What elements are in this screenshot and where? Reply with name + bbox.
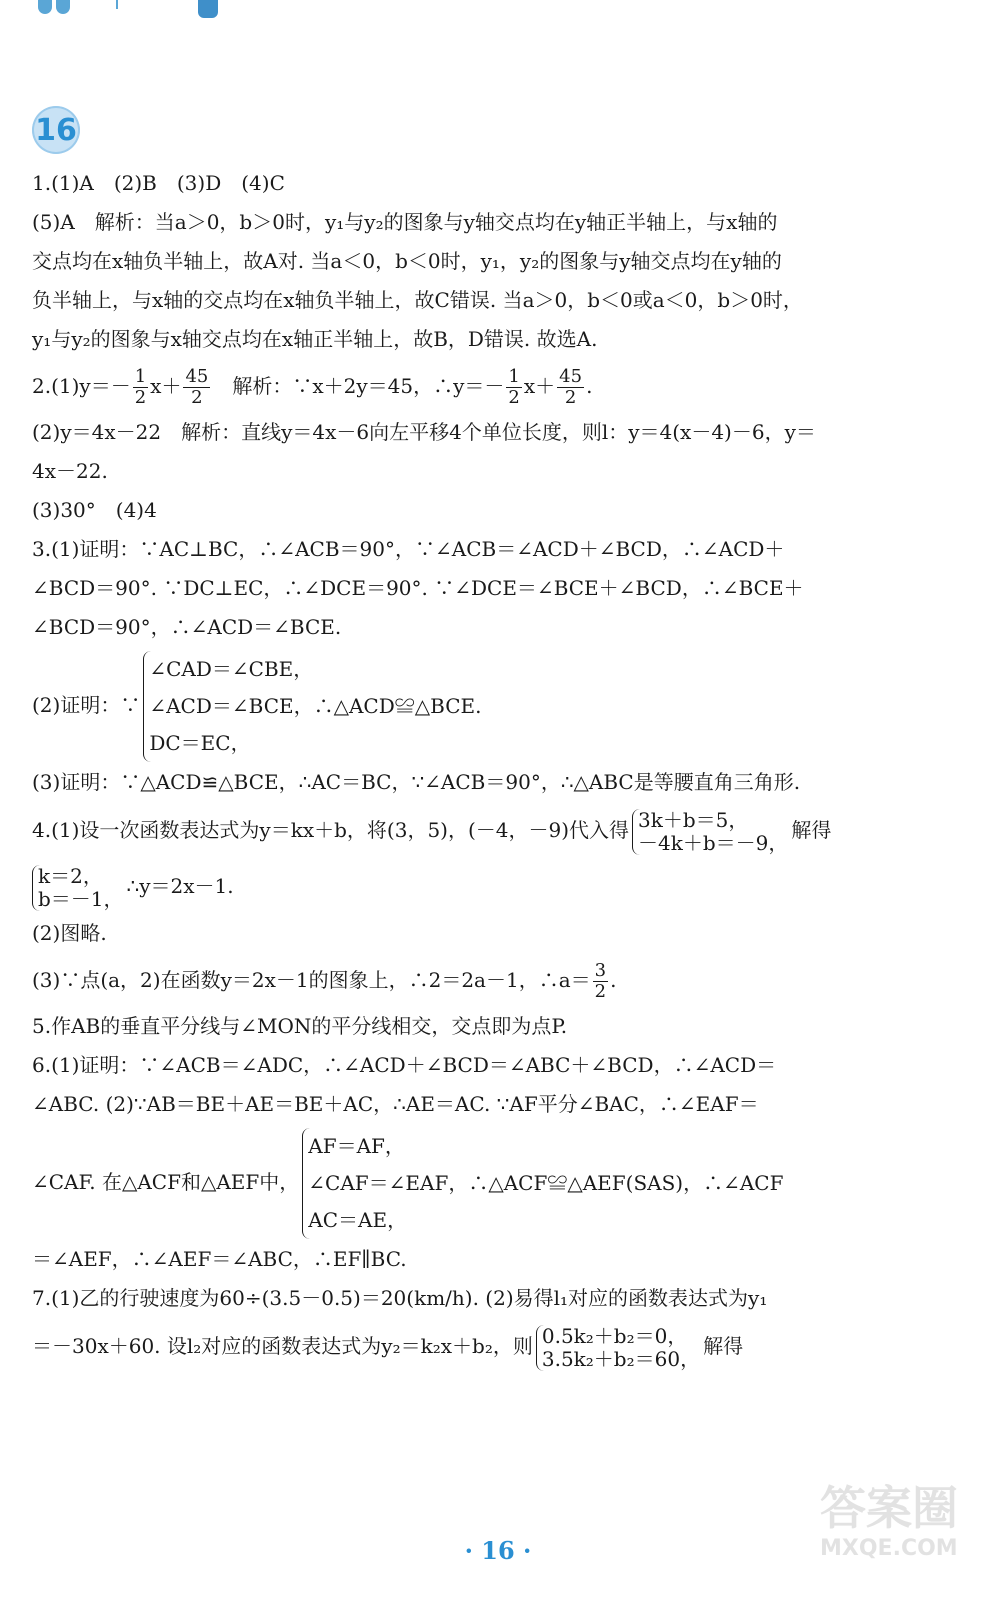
answer-line bbox=[32, 1124, 952, 1240]
fraction bbox=[593, 961, 608, 1002]
fraction-denominator: 2 bbox=[191, 387, 203, 408]
text-fragment: 解得 bbox=[791, 818, 832, 842]
text-fragment: x＋ bbox=[150, 374, 182, 398]
answer-text bbox=[32, 164, 952, 1374]
equation-system bbox=[632, 809, 788, 855]
answer-line: 7.(1)乙的行驶速度为60÷(3.5－0.5)＝20(km/h). (2)易得l₁对应的函数表达式为y₁ bbox=[32, 1286, 768, 1310]
text-fragment: 解析：∵x＋2y＝45，∴y＝－ bbox=[212, 374, 505, 398]
page-header-decoration bbox=[38, 0, 238, 22]
text-fragment: x＋ bbox=[523, 374, 556, 398]
answer-line bbox=[32, 363, 952, 409]
answer-line: (5)A 解析：当a＞0，b＞0时，y₁与y₂的图象与y轴交点均在y轴正半轴上，与x轴的 bbox=[32, 210, 778, 234]
system-row: 0.5k₂＋b₂＝0， bbox=[541, 1323, 688, 1348]
text-fragment: . bbox=[610, 968, 617, 992]
section-number-badge: 16 bbox=[32, 106, 80, 154]
fraction-denominator: 2 bbox=[594, 981, 607, 1002]
fraction-denominator: 2 bbox=[564, 387, 577, 408]
answer-line: 4x－22. bbox=[32, 459, 108, 483]
fraction-numerator: 3 bbox=[594, 960, 607, 981]
system-row: k＝2， bbox=[38, 863, 103, 888]
fraction bbox=[506, 367, 521, 408]
system-row: DC＝EC， bbox=[149, 731, 251, 755]
answer-line: 6.(1)证明：∵∠ACB＝∠ADC，∴∠ACD＋∠BCD＝∠ABC＋∠BCD，∴∠ACD＝ bbox=[32, 1053, 777, 1077]
header-ornament-icon bbox=[38, 0, 52, 14]
system-row: ∠ACD＝∠BCE，∴△ACD≌△BCE. bbox=[149, 694, 482, 718]
answer-line: 3.(1)证明：∵AC⊥BC，∴∠ACB＝90°，∵∠ACB＝∠ACD＋∠BCD，∴∠ACD＋ bbox=[32, 537, 785, 561]
system-row: 3.5k₂＋b₂＝60， bbox=[541, 1346, 701, 1371]
answer-line: ∠BCD＝90°. ∵DC⊥EC，∴∠DCE＝90°. ∵∠DCE＝∠BCE＋∠BCD，∴∠BCE＋ bbox=[32, 576, 804, 600]
system-row: －4k＋b＝－9， bbox=[638, 830, 789, 855]
answer-line: y₁与y₂的图象与x轴交点均在x轴正半轴上，故B，D错误. 故选A. bbox=[32, 327, 598, 351]
text-fragment: (2)证明：∵ bbox=[32, 693, 141, 717]
text-fragment: ∠CAF. 在△ACF和△AEF中， bbox=[32, 1170, 300, 1194]
equation-system bbox=[143, 651, 481, 762]
text-fragment: (3)∵点(a，2)在函数y＝2x－1的图象上，∴2＝2a－1，∴a＝ bbox=[32, 968, 591, 992]
system-row: 3k＋b＝5， bbox=[638, 807, 749, 832]
text-fragment: 4.(1)设一次函数表达式为y＝kx＋b，将(3，5)，(－4，－9)代入得 bbox=[32, 818, 630, 842]
answer-line bbox=[32, 647, 952, 763]
text-fragment: 解得 bbox=[703, 1334, 744, 1358]
header-tick-icon bbox=[116, 0, 118, 9]
fraction-numerator: 1 bbox=[134, 366, 147, 387]
answer-line: 交点均在x轴负半轴上，故A对. 当a＜0，b＜0时，y₁，y₂的图象与y轴交点均在y轴的 bbox=[32, 249, 782, 273]
system-row: ∠CAF＝∠EAF，∴△ACF≌△AEF(SAS)，∴∠ACF bbox=[308, 1171, 784, 1195]
answer-line bbox=[32, 957, 952, 1003]
answer-line: (3)证明：∵△ACD≌△BCE，∴AC＝BC，∵∠ACB＝90°，∴△ABC是等腰直角三角形. bbox=[32, 770, 801, 794]
fraction-denominator: 2 bbox=[134, 387, 147, 408]
equation-system bbox=[302, 1128, 783, 1239]
text-fragment: 2.(1)y＝－ bbox=[32, 374, 131, 398]
fraction-numerator: 45 bbox=[185, 366, 209, 387]
fraction-denominator: 2 bbox=[508, 387, 520, 408]
answer-line: (2)图略. bbox=[32, 921, 107, 945]
text-fragment: ＝－30x＋60. 设l₂对应的函数表达式为y₂＝k₂x＋b₂，则 bbox=[32, 1334, 533, 1358]
system-row: AF＝AF， bbox=[308, 1134, 405, 1158]
answer-line: (2)y＝4x－22 解析：直线y＝4x－6向左平移4个单位长度，则l：y＝4(x－4)－6，y＝ bbox=[32, 420, 816, 444]
system-row: AC＝AE， bbox=[308, 1208, 408, 1232]
answer-line bbox=[32, 802, 952, 858]
system-row: b＝－1， bbox=[38, 886, 124, 911]
header-ornament-icon bbox=[56, 0, 70, 14]
page-number: · 16 · bbox=[464, 1536, 532, 1565]
text-fragment: ∴y＝2x－1. bbox=[126, 874, 234, 898]
answer-line bbox=[32, 1318, 952, 1374]
fraction bbox=[133, 367, 148, 408]
site-watermark bbox=[820, 1480, 970, 1580]
answer-line: 5.作AB的垂直平分线与∠MON的平分线相交，交点即为点P. bbox=[32, 1014, 568, 1038]
answer-line: ∠ABC. (2)∵AB＝BE＋AE＝BE＋AC，∴AE＝AC. ∵AF平分∠BAC，∴∠EAF＝ bbox=[32, 1092, 759, 1116]
fraction bbox=[557, 367, 584, 408]
answer-line: 1.(1)A (2)B (3)D (4)C bbox=[32, 171, 285, 195]
answer-line: ∠BCD＝90°，∴∠ACD＝∠BCE. bbox=[32, 615, 342, 639]
equation-system bbox=[536, 1325, 700, 1371]
watermark-title: 答案圈 bbox=[820, 1481, 958, 1535]
fraction-numerator: 45 bbox=[559, 366, 583, 387]
fraction bbox=[183, 367, 210, 408]
equation-system bbox=[32, 865, 124, 911]
fraction-numerator: 1 bbox=[508, 366, 520, 387]
answer-line: 负半轴上，与x轴的交点均在x轴负半轴上，故C错误. 当a＞0，b＜0或a＜0，b＞0时， bbox=[32, 288, 803, 312]
answer-line: (3)30° (4)4 bbox=[32, 498, 157, 522]
watermark-url: MXQE.COM bbox=[820, 1536, 958, 1561]
system-row: ∠CAD＝∠CBE， bbox=[149, 657, 314, 681]
header-logo-icon bbox=[198, 0, 218, 18]
answer-line: ＝∠AEF，∴∠AEF＝∠ABC，∴EF∥BC. bbox=[32, 1247, 407, 1271]
answer-line bbox=[32, 858, 952, 914]
text-fragment: . bbox=[586, 374, 593, 398]
